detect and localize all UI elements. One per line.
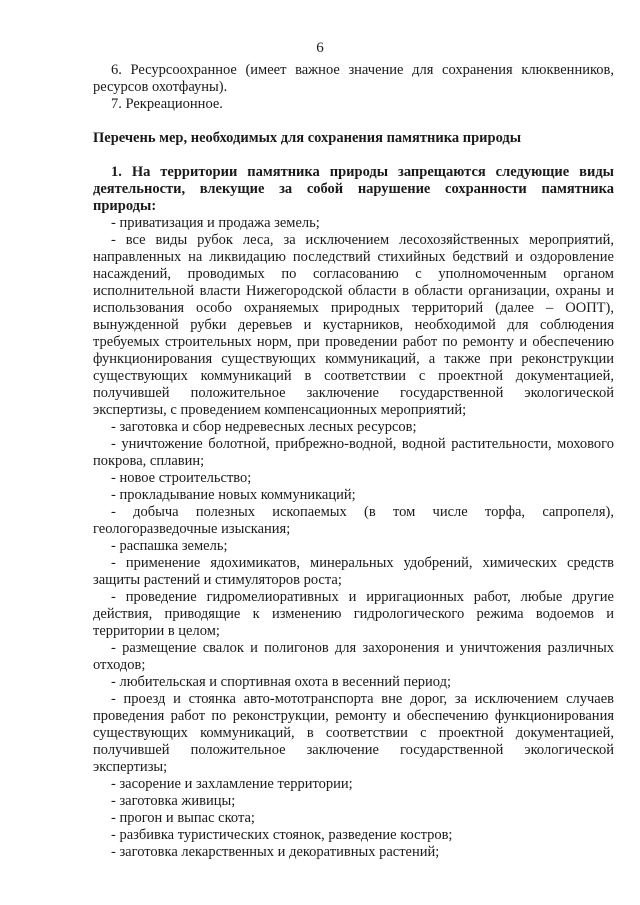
document-body [93, 62, 614, 861]
list-item: - новое строительство; [111, 470, 252, 486]
spacer [93, 113, 614, 130]
list-item: - заготовка живицы; [111, 793, 236, 809]
list-item: - заготовка и сбор недревесных лесных ресурсов; [111, 419, 417, 435]
list-item: - проведение гидромелиоративных и ирригационных работ, любые другие действия, приводящие к изменению гидрологического режима водоемов и территории в целом; [93, 589, 614, 639]
item-1-heading: 1. На территории памятника природы запрещаются следующие виды деятельности, влекущие за собой нарушение сохранности памятника природы: [93, 164, 614, 214]
list-item: - все виды рубок леса, за исключением лесохозяйственных мероприятий, направленных на ликвидацию последствий стихийных бедствий и оздоровление насаждений, проводимых по согласованию с уполномоченным органом исполнительной власти Нижегородской области в области организации, охраны и использования особо охраняемых природных территорий (далее – ООПТ), вынужденной рубки деревьев и кустарников, необходимой для соблюдения требуемых строительных норм, при проведении работ по ремонту и обеспечению функционирования существующих коммуникаций, а также при реконструкции существующих коммуникаций в соответствии с проектной документацией, получившей положительное заключение государственной экологической экспертизы, с проведением компенсационных мероприятий; [93, 232, 614, 418]
list-item: - применение ядохимикатов, минеральных удобрений, химических средств защиты растений и стимуляторов роста; [93, 555, 614, 588]
list-item: - прокладывание новых коммуникаций; [111, 487, 356, 503]
paragraph-item-6: 6. Ресурсоохранное (имеет важное значение для сохранения клюквенников, ресурсов охотфауны). [93, 62, 614, 95]
list-item: - засорение и захламление территории; [111, 776, 353, 792]
spacer [93, 147, 614, 164]
list-item: - размещение свалок и полигонов для захоронения и уничтожения различных отходов; [93, 640, 614, 673]
page-number: 6 [316, 40, 324, 56]
list-item: - добыча полезных ископаемых (в том числе торфа, сапропеля), геологоразведочные изыскания; [93, 504, 614, 537]
list-item: - разбивка туристических стоянок, разведение костров; [111, 827, 453, 843]
list-item: - приватизация и продажа земель; [111, 215, 320, 231]
list-item: - заготовка лекарственных и декоративных растений; [111, 844, 440, 860]
section-heading: Перечень мер, необходимых для сохранения памятника природы [93, 130, 522, 146]
list-item: - прогон и выпас скота; [111, 810, 255, 826]
list-item: - распашка земель; [111, 538, 228, 554]
list-item: - любительская и спортивная охота в весенний период; [111, 674, 451, 690]
list-item: - проезд и стоянка авто-мототранспорта вне дорог, за исключением случаев проведения работ по реконструкции, ремонту и обеспечению функционирования существующих коммуникаций, в соответствии с проектной документацией, получившей положительное заключение государственной экологической экспертизы; [93, 691, 614, 775]
paragraph-item-7: 7. Рекреационное. [111, 96, 223, 112]
list-item: - уничтожение болотной, прибрежно-водной, водной растительности, мохового покрова, сплавин; [93, 436, 614, 469]
